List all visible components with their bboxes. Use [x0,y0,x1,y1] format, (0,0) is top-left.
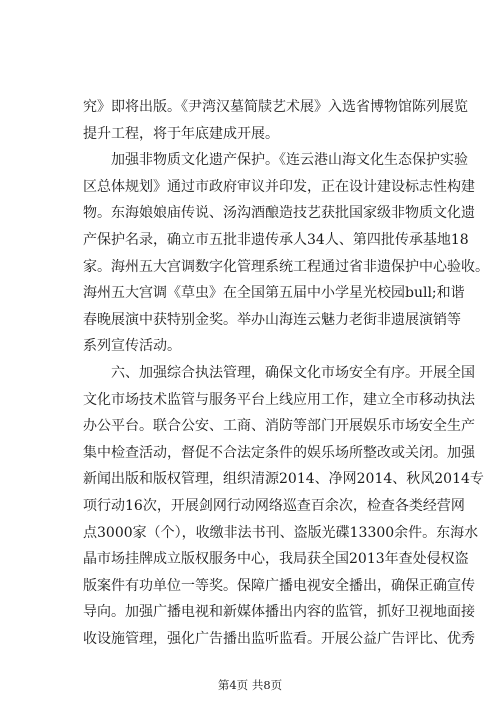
body-line: 究》即将出版。《尹湾汉墓简牍艺术展》入选省博物馆陈列展览 [83,99,468,115]
body-line: 家。海州五大宫调数字化管理系统工程通过省非遗保护中心验收。 [83,258,489,275]
body-line: 集中检查活动，督促不合法定条件的娱乐场所整改或关闭。加强 [83,444,475,461]
body-line: 六、加强综合执法管理，确保文化市场安全有序。开展全国 [111,364,475,381]
body-line: 版案件有功单位一等奖。保障广播电视安全播出，确保正确宣传 [83,577,475,594]
body-line: 项行动16次，开展剑网行动网络巡查百余次，检查各类经营网 [83,497,465,514]
body-line: 晶市场挂牌成立版权服务中心，我局获全国2013年查处侵权盗 [83,551,469,568]
body-line: 提升工程，将于年底建成开展。 [83,125,279,142]
body-line: 海州五大宫调《草虫》在全国第五届中小学星光校园bull;和谐 [83,285,465,302]
page-number-footer: 第4页 共8页 [217,678,283,692]
body-line: 系列宣传活动。 [83,338,181,355]
body-line: 物。东海娘娘庙传说、汤沟酒酿造技艺获批国家级非物质文化遗 [83,205,475,222]
body-line: 文化市场技术监管与服务平台上线应用工作，建立全市移动执法 [83,391,475,408]
body-line: 区总体规划》通过市政府审议并印发，正在设计建设标志性构建 [83,178,475,195]
body-line: 导向。加强广播电视和新媒体播出内容的监管，抓好卫视地面接 [83,604,475,621]
body-line: 办公平台。联合公安、工商、消防等部门开展娱乐市场安全生产 [83,418,475,435]
document-body [83,94,489,652]
body-line: 产保护名录，确立市五批非遗传承人34人、第四批传承基地18 [83,231,469,248]
body-line: 收设施管理，强化广告播出监听监看。开展公益广告评比、优秀 [83,630,475,647]
body-line: 春晚展演中获特别金奖。举办山海连云魅力老街非遗展演销等 [83,311,461,328]
body-line: 加强非物质文化遗产保护。《连云港山海文化生态保护实验 [111,152,468,169]
body-line: 新闻出版和版权管理，组织清源2014、净网2014、秋风2014专 [83,471,484,488]
body-line: 点3000家（个），收缴非法书刊、盗版光碟13300余件。东海水 [83,524,479,541]
